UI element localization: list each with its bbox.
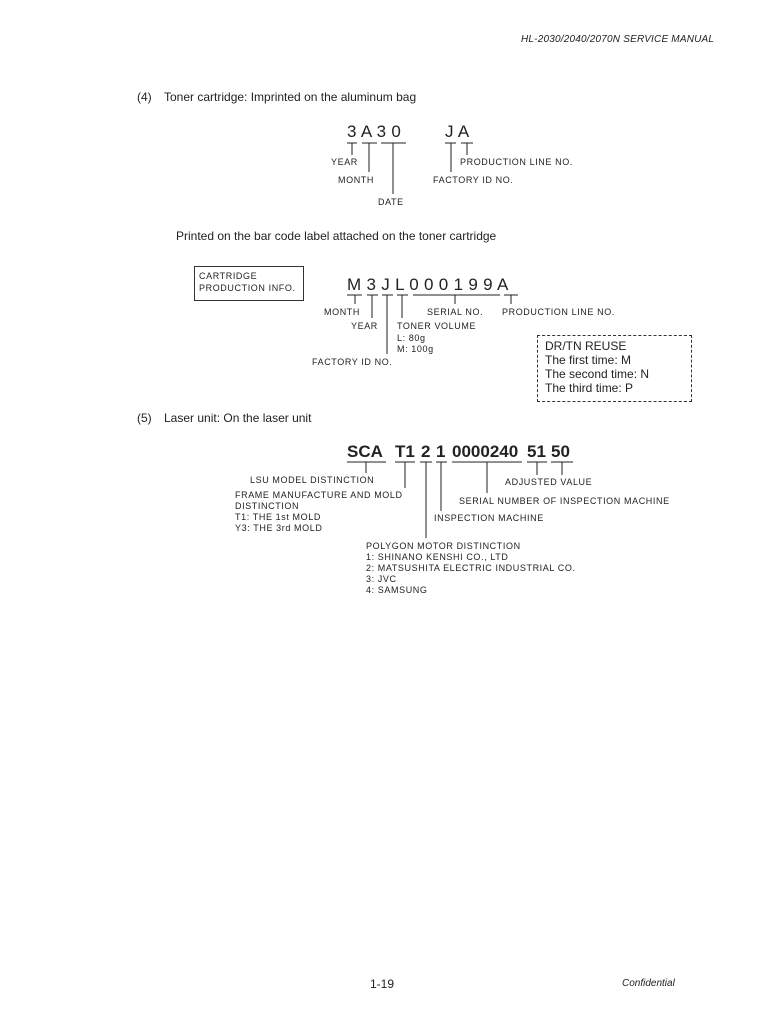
reuse-second: The second time: N [545,367,650,381]
laser-code-50: 50 [551,442,570,461]
barcode-label-production-line: PRODUCTION LINE NO. [502,307,615,317]
laser-label-polygon-3: 3: JVC [366,574,397,584]
laser-label-frame-y3: Y3: THE 3rd MOLD [235,523,323,533]
barcode-label-year: YEAR [351,321,378,331]
reuse-third: The third time: P [545,381,634,395]
barcode-label-toner-l: L: 80g [397,333,426,343]
laser-code-2: 2 [421,442,431,461]
barcode-code: M 3 J L 0 0 0 1 9 9 A [347,275,509,294]
toner-label-factory-id: FACTORY ID NO. [433,175,514,185]
laser-label-frame-line2: DISTINCTION [235,501,300,511]
laser-label-frame-t1: T1: THE 1st MOLD [235,512,321,522]
laser-code-serial: 0000240 [452,442,519,461]
toner-label-year: YEAR [331,157,358,167]
cartridge-box-line2: PRODUCTION INFO. [199,283,296,293]
laser-label-frame-line1: FRAME MANUFACTURE AND MOLD [235,490,403,500]
laser-code-1: 1 [436,442,446,461]
barcode-intro: Printed on the bar code label attached on the toner cartridge [176,229,497,243]
reuse-first: The first time: M [545,353,632,367]
toner-item-number: (4) [137,90,152,104]
toner-heading: Toner cartridge: Imprinted on the aluminum bag [164,90,417,104]
laser-code-sca: SCA [347,442,383,461]
laser-label-lsu-model: LSU MODEL DISTINCTION [250,475,375,485]
reuse-title: DR/TN REUSE [545,339,627,353]
toner-label-month: MONTH [338,175,374,185]
barcode-label-toner-volume: TONER VOLUME [397,321,477,331]
page-number: 1-19 [370,977,395,991]
toner-label-date: DATE [378,197,404,207]
toner-code-line: J A [445,122,470,141]
barcode-label-factory-id: FACTORY ID NO. [312,357,393,367]
laser-code-51: 51 [527,442,546,461]
toner-code-date: 3 A 3 0 [347,122,402,141]
laser-label-inspection: INSPECTION MACHINE [434,513,544,523]
barcode-label-serial: SERIAL NO. [427,307,484,317]
confidential-label: Confidential [622,978,675,989]
laser-label-polygon-title: POLYGON MOTOR DISTINCTION [366,541,521,551]
laser-label-serial-inspection: SERIAL NUMBER OF INSPECTION MACHINE [459,496,670,506]
barcode-label-toner-m: M: 100g [397,344,434,354]
laser-item-number: (5) [137,411,152,425]
cartridge-box-line1: CARTRIDGE [199,271,258,281]
barcode-label-month: MONTH [324,307,360,317]
laser-label-polygon-2: 2: MATSUSHITA ELECTRIC INDUSTRIAL CO. [366,563,576,573]
laser-label-polygon-1: 1: SHINANO KENSHI CO., LTD [366,552,509,562]
manual-title: HL-2030/2040/2070N SERVICE MANUAL [521,34,715,45]
toner-label-production-line: PRODUCTION LINE NO. [460,157,573,167]
laser-label-adjusted: ADJUSTED VALUE [505,477,593,487]
laser-code-t1: T1 [395,442,415,461]
laser-label-polygon-4: 4: SAMSUNG [366,585,428,595]
laser-heading: Laser unit: On the laser unit [164,411,312,425]
